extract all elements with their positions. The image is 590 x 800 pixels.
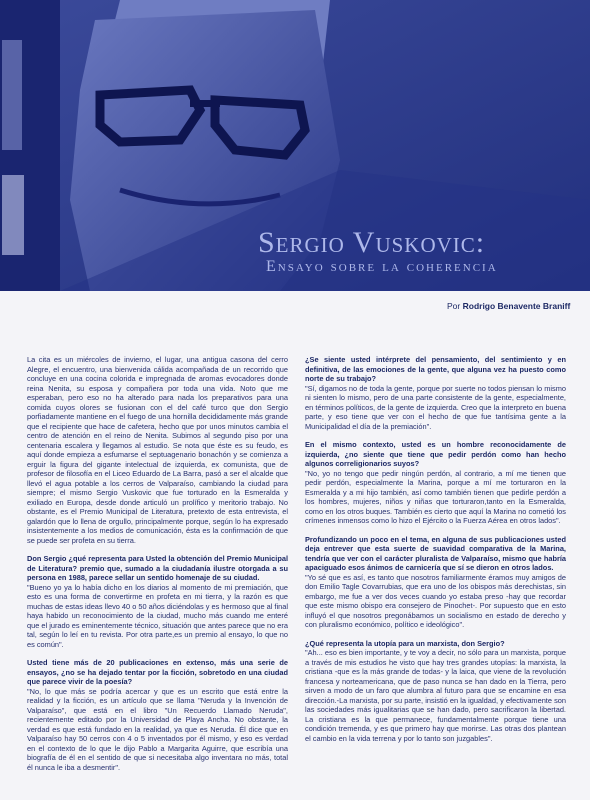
article-title-block	[258, 228, 583, 276]
interview-question: En el mismo contexto, usted es un hombre reconocidamente de izquierda, ¿no siente que tiene que pedir perdón como han hecho algunos correligionarios suyos?	[305, 440, 566, 468]
interview-question: ¿Qué representa la utopía para un marxista, don Sergio?	[305, 638, 505, 648]
byline	[447, 301, 570, 311]
header-photo-banner	[0, 0, 590, 291]
right-column	[305, 355, 566, 752]
interview-answer: "No, yo no tengo que pedir ningún perdón, al contrario, a mí me tienen que pedir perdón, especialmente la Marina, porque a mí me torturaron en la Esmeralda y a mi hijo también, así como también tienen que pedirle perdón a los hombres, mujeres, niños y niñas que torturaron,tanto en la Esmeralda, como en los otros buques. También es cierto que aquí la Marina no cometió los crímenes inmensos como lo hizo el Ejército o la Fuerza Aérea en otros lados".	[305, 468, 566, 525]
article-subtitle: Ensayo sobre la coherencia	[266, 258, 498, 275]
left-column	[27, 355, 288, 781]
intro-text: La cita es un miércoles de invierno, el lugar, una antigua casona del cerro Alegre, el encuentro, una bienvenida cálida acompañada de un recorrido que concluye en una cocina colorida e impregnada de aromas evocadores donde reina Nenita, su esposa y compañera por toda una vida. Noto que me esperaban, pero eso no ha alterado para nada los preparativos para una comida cuyos olores se fusionan con el del café turco que don Sergio porfiadamente mantiene en el fuego de una hornilla decididamente más grande que el recipiente que hace de cafetera, hecho que por unos minutos cambia el centro de atención en el reino de Nenita. Subimos al segundo piso por una centenaria escalera y llegamos al estudio. Se nota que éste es su feudo, es aquí donde empieza a esfumarse el septuagenario bonachón y se comienza a erguir la figura del gigante intelectual de izquierda, ex comunista, que de profesor de filosofía en el Liceo Eduardo de La Barra, pasó a ser el alcalde que llevó el agua potable a los cerros de Valparaíso, cambiando la ciudad para siempre; el mismo Sergio Vuskovic que fue torturado en la Esmeralda y exiliado en Europa, desde donde articuló un prolífico y meritorio trabajo. No obstante, es el Premio Municipal de Literatura, pretexto de esta entrevista, el galardón que lo llena de orgullo, principalmente porque, según lo ha expresado insistentemente a los medios de comunicación, ésta es la confirmación de que se puede ser profeta en su tierra.	[27, 355, 288, 545]
interview-answer: "Sí, digamos no de toda la gente, porque por suerte no todos piensan lo mismo ni sienten lo mismo, pero de una parte consistente de la gente, especialmente, en términos políticos, de la gente de izquierda. Creo que la interpreto en buena parte, y eso tiene que ver con el hecho de que fue tantísima gente a la Municipalidad el día de la premiación".	[305, 383, 566, 431]
byline-author: Rodrigo Benavente Braniff	[462, 301, 571, 311]
interview-answer: "Bueno yo ya lo había dicho en los diarios al momento de mi premiación, que esto es una forma de convertirme en profeta en mi tierra, y la razón es que muchas de estas ideas llevo 40 o 50 años diciéndolas y es hermoso que al final haya habido un reconocimiento de la ciudad, mucho más cuando me enteré que el jurado es eminentemente técnico, situación que antes parece que no era tal, según lo leí en tu revista. Por otra parte,es un premio al ensayo, lo que no es común".	[27, 582, 288, 649]
interview-question: ¿Se siente usted intérprete del pensamiento, del sentimiento y en definitiva, de las emociones de la gente, que alguna vez ha puesto como norte de su trabajo?	[305, 355, 566, 383]
qa-block	[27, 658, 288, 772]
byline-prefix: Por	[447, 301, 461, 311]
interview-question: Don Sergio ¿qué representa para Usted la obtención del Premio Municipal de Literatura? premio que, sumado a la ciudadanía ilustre otorgada a su persona en 1988, parece sellar un sentido homenaje de su ciudad.	[27, 554, 288, 582]
interview-question: Usted tiene más de 20 publicaciones en extenso, más una serie de ensayos, ¿no se ha dejado tentar por la ficción, sobretodo en una ciudad que parece vivir de la poesía?	[27, 658, 288, 686]
qa-block	[305, 440, 566, 526]
article-title: Sergio Vuskovic:	[258, 226, 486, 259]
qa-block	[27, 554, 288, 649]
intro-paragraph	[27, 355, 288, 545]
qa-block	[305, 535, 566, 630]
interview-answer: "Ah... eso es bien importante, y te voy a decir, no sólo para un marxista, porque a través de mis estudios he visto que hay tres grandes utopías: la marxista, la cristiana -que es la más grande de todas- y la laica, que viene de la revolución francesa y norteamericana, que de paso nunca se han dado en la Tierra, pero sirven a modo de un faro que alumbra al futuro para que se encamine en esa dirección.-La marxista, por su parte, insistió en la igualdad, y efectivamente son las sociedades más igualitarias que se han dado, pero sacrificaron la libertad. La cristiana es la que permanece, fundamentalmente porque tiene una condición tremenda, y es que primero hay que morirse. Las otras dos plantean el cambio en la vida terrena y por lo tanto son juzgables".	[305, 648, 566, 743]
interview-answer: "Yo sé que es así, es tanto que nosotros familiarmente éramos muy amigos de don Emilio Tagle Covarrubias, que era uno de los obispos más derechistas, sin embargo, me fue a ver dos veces cuando yo estaba preso -hay que recordar que este mismo obispo era consejero de Pinochet-. Por supuesto que en esto influyó el que nosotros pregonábamos un socialismo en estado de derecho y con pluralismo económico, político e ideológico".	[305, 572, 566, 629]
interview-answer: "No, lo que más se podría acercar y que es un escrito que está entre la realidad y la ficción, es un artículo que se llama "Neruda y la Invención de Valparaíso", que está en el libro "Un Recuerdo Llamado Neruda", recientemente editado por la Universidad de Playa Ancha. No obstante, la verdad es que está fundado en la realidad, ya que es Neruda. Él dice que en Valparaíso hay 50 cerros con 4 o 5 inventados por él mismo, y eso es verdad en el contexto de lo que le dijo Pablo a Margarita Aguirre, que escribía una biografía de él en el sentido de que si necesitaba algo inventara no más, total él nunca le iba a desmentir".	[27, 686, 288, 772]
qa-block	[305, 639, 566, 744]
qa-block	[305, 355, 566, 431]
interview-question: Profundizando un poco en el tema, en alguna de sus publicaciones usted deja entrever que esta suerte de suavidad comparativa de la Marina, tendría que ver con el carácter pluralista de Valparaíso, mismo que habría apaciguado esos ánimos de carnicería que sí se dieron en otros lados.	[305, 534, 566, 572]
